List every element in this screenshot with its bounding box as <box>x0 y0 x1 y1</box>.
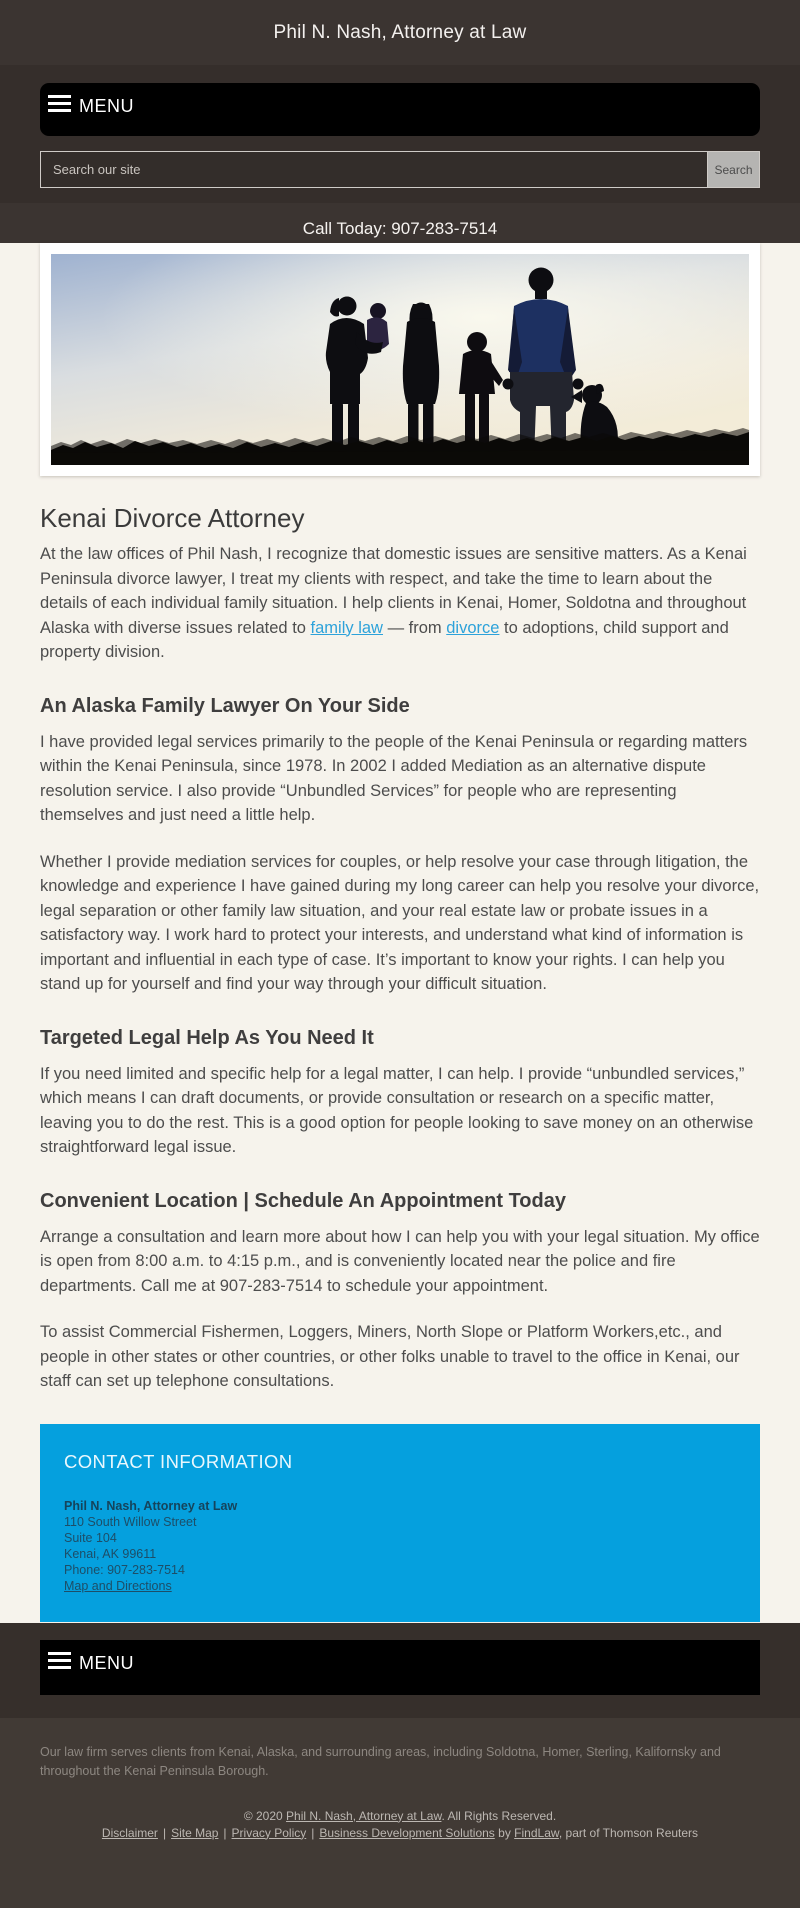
contact-information-box <box>40 1424 760 1622</box>
section-heading: Convenient Location | Schedule An Appointment Today <box>40 1189 566 1212</box>
contact-firm-name: Phil N. Nash, Attorney at Law <box>64 1498 238 1513</box>
contact-phone: Phone: 907-283-7514 <box>64 1562 185 1577</box>
separator: | <box>223 1825 227 1840</box>
business-development-solutions-link[interactable]: Business Development Solutions <box>319 1825 495 1840</box>
section-paragraph: I have provided legal services primarily to the people of the Kenai Peninsula or regarding matters within the Kenai Peninsula, since 1978. In 2002 I added Mediation as an alternative dispute resolution service. I also provide “Unbundled Services” for people who are representing themselves and just need a little help. <box>40 732 748 824</box>
separator: | <box>162 1825 167 1840</box>
legal-block <box>40 1808 760 1842</box>
footer-menu-label: MENU <box>79 1652 134 1673</box>
hamburger-icon <box>48 95 71 112</box>
menu-label: MENU <box>79 96 134 116</box>
findlaw-link[interactable]: FindLaw <box>514 1825 559 1840</box>
site-map-link[interactable]: Site Map <box>171 1825 219 1840</box>
divorce-link[interactable]: divorce <box>446 618 500 637</box>
section-paragraph: If you need limited and specific help for a legal matter, I can help. I provide “unbundled services,” which means I can draft documents, or provide consultation or research on a specific matter, leaving you to do the rest. This is a good option for people looking to save money on an otherwise straightforward legal issue. <box>40 1064 754 1156</box>
copyright-suffix: . All Rights Reserved. <box>441 1808 557 1823</box>
intro-text-pre: At the law offices of Phil Nash, I recognize that domestic issues are sensitive matters. As a Kenai Peninsula divorce lawyer, I treat my clients with respect, and take the time to learn about the details of each individual family situation. I help clients in Kenai, Homer, Soldotna and throughout Alaska with diverse issues related to <box>40 545 747 637</box>
copyright-firm-link[interactable]: Phil N. Nash, Attorney at Law <box>286 1808 442 1823</box>
section-paragraph: Whether I provide mediation services for couples, or help resolve your case through litigation, the knowledge and experience I have gained during my long career can help you resolve your divorce, legal separation or other family law situation, and your real estate law or probate issues in a satisfactory way. I work hard to protect your interests, and understand what kind of information is important and influential in each type of case. It’s important to know your rights. I can help you stand up for yourself and find your way through your difficult situation. <box>40 852 760 993</box>
disclaimer-link[interactable]: Disclaimer <box>101 1825 158 1840</box>
footer-info-band <box>0 1718 800 1908</box>
family-silhouette-image <box>51 254 749 465</box>
contact-details <box>64 1498 736 1594</box>
section-paragraph: Arrange a consultation and learn more about how I can help you with your legal situation. My office is open from 8:00 a.m. to 4:15 p.m., and is conveniently located near the police and fire departments. Call me at 907-283-7514 to schedule your appointment. <box>40 1227 760 1295</box>
main-content <box>0 243 800 1623</box>
search-input[interactable] <box>40 151 707 188</box>
footer-menu-band <box>0 1623 800 1718</box>
site-title: Phil N. Nash, Attorney at Law <box>273 21 527 43</box>
section-targeted-help <box>40 1027 760 1160</box>
separator: | <box>311 1825 315 1840</box>
family-law-link[interactable]: family law <box>310 618 383 637</box>
copyright-prefix: © 2020 <box>243 1808 287 1823</box>
site-search <box>40 151 760 188</box>
hero-image-card <box>40 243 760 476</box>
section-family-lawyer <box>40 695 760 997</box>
section-location <box>40 1190 760 1394</box>
by-text: by <box>498 1825 511 1840</box>
title-band <box>0 0 800 65</box>
call-today-text: Call Today: 907-283-7514 <box>302 219 498 238</box>
privacy-policy-link[interactable]: Privacy Policy <box>231 1825 307 1840</box>
menu-band <box>0 65 800 203</box>
intro-paragraph <box>40 542 760 665</box>
footer-links-line <box>40 1825 760 1842</box>
hamburger-icon <box>48 1652 71 1669</box>
contact-heading: CONTACT INFORMATION <box>64 1450 293 1472</box>
intro-text-post: to adoptions, child support and property division. <box>40 618 729 661</box>
main-menu-bar[interactable] <box>40 83 760 136</box>
footer <box>0 1623 800 1908</box>
intro-text-mid: — from <box>382 618 447 637</box>
contact-address-line: 110 South Willow Street <box>64 1514 197 1529</box>
map-directions-link[interactable]: Map and Directions <box>64 1578 172 1593</box>
contact-address-line: Kenai, AK 99611 <box>64 1546 157 1561</box>
contact-address-line: Suite 104 <box>64 1530 117 1545</box>
thomson-reuters-text: , part of Thomson Reuters <box>558 1825 699 1840</box>
page-title: Kenai Divorce Attorney <box>40 503 305 533</box>
section-paragraph: To assist Commercial Fishermen, Loggers, Miners, North Slope or Platform Workers,etc., and people in other states or other countries, or other folks unable to travel to the office in Kenai, our staff can set up telephone consultations. <box>40 1323 740 1390</box>
section-heading: An Alaska Family Lawyer On Your Side <box>40 694 410 717</box>
footer-menu-bar[interactable] <box>40 1640 760 1695</box>
copyright-line <box>40 1808 760 1825</box>
service-area-text: Our law firm serves clients from Kenai, Alaska, and surrounding areas, including Soldotna, Homer, Sterling, Kalifornsky and throughout the Kenai Peninsula Borough. <box>40 1744 721 1778</box>
search-button[interactable]: Search <box>707 151 760 188</box>
section-heading: Targeted Legal Help As You Need It <box>40 1026 374 1049</box>
